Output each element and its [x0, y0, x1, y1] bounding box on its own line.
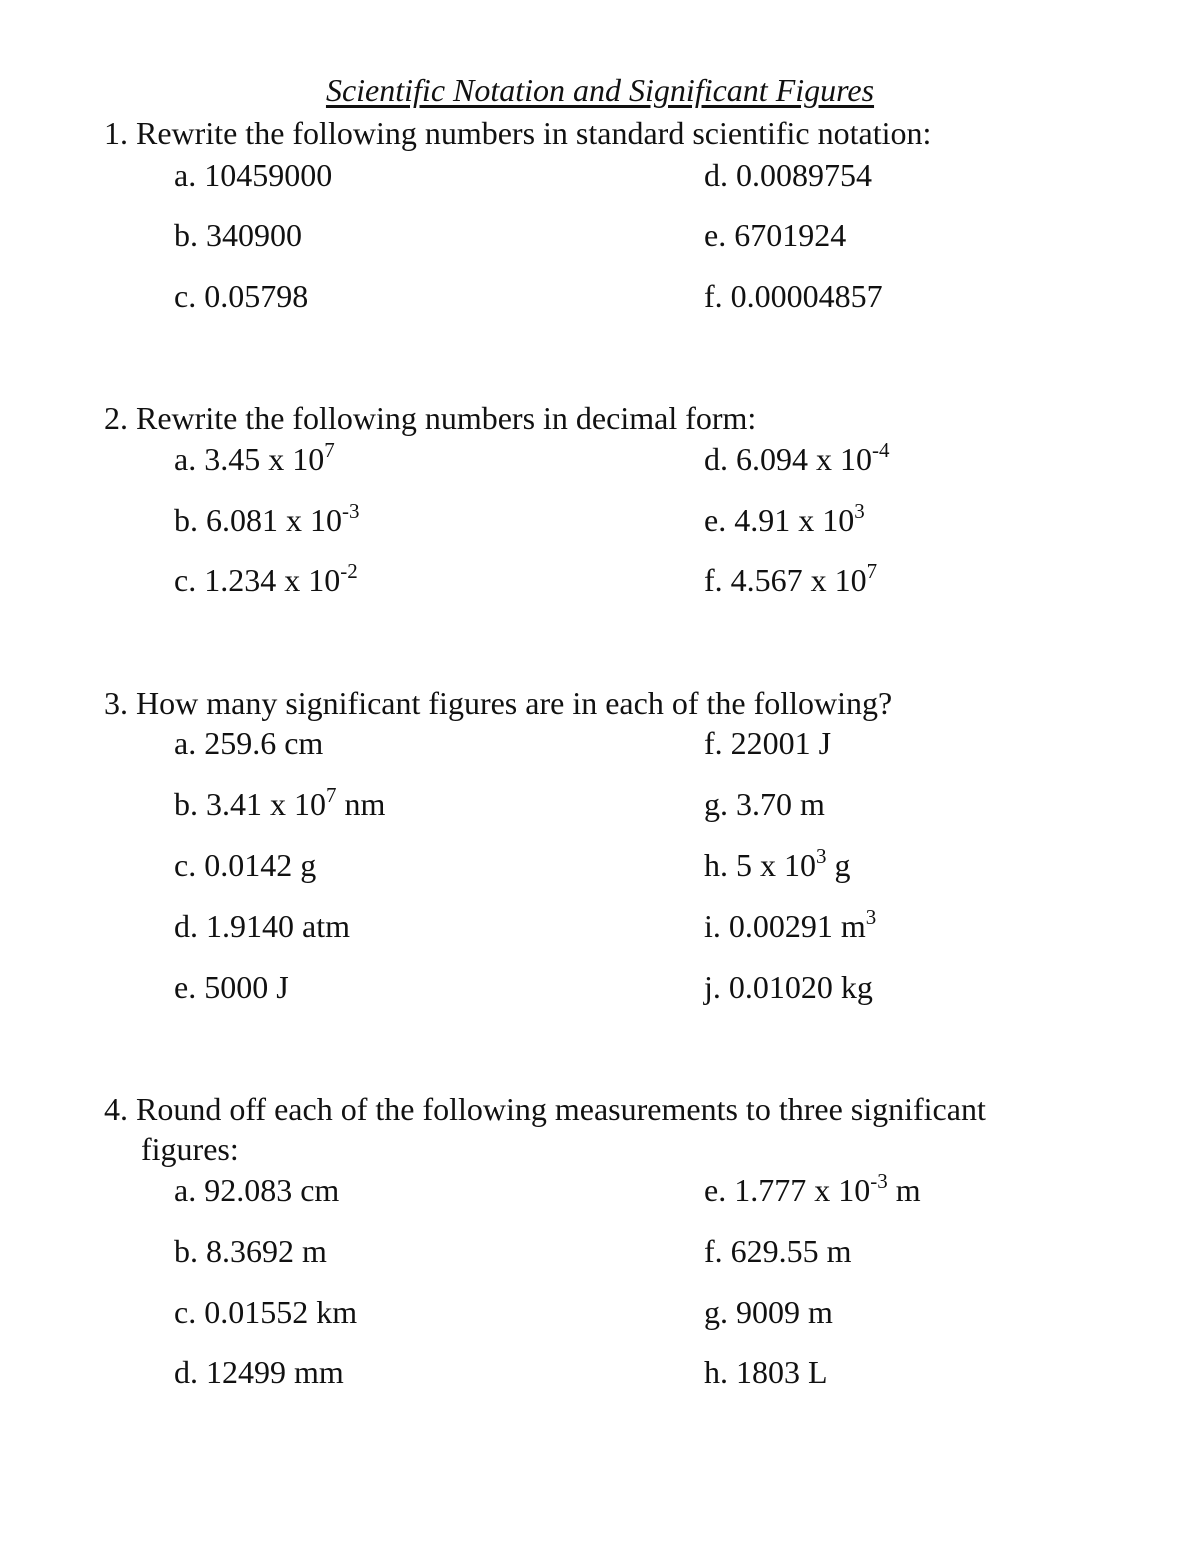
- q3-item-h: h. 5 x $10^3$ g: [704, 844, 851, 883]
- question-3-text: 3. How many significant figures are in each of the following?: [104, 685, 893, 721]
- q4-item-d: d. 12499 mm: [174, 1354, 344, 1390]
- q1-item-a: a. 10459000: [174, 157, 333, 193]
- q4-item-g: g. 9009 m: [704, 1294, 833, 1330]
- q3-item-i: i. 0.00291 $m^3$: [704, 905, 877, 944]
- q2-item-d: d. 6.094 x $10^{-4}$: [704, 438, 890, 477]
- q3-item-c: c. 0.0142 g: [174, 847, 317, 883]
- q3-item-d: d. 1.9140 atm: [174, 908, 350, 944]
- q4-item-h: h. 1803 L: [704, 1354, 828, 1390]
- q1-item-d: d. 0.0089754: [704, 157, 872, 193]
- question-4-line1: 4. Round off each of the following measurements to three significant: [104, 1091, 986, 1127]
- q4-item-e: e. 1.777 x $10^{-3}$ m: [704, 1169, 921, 1208]
- q2-item-a: a. 3.45 x $10^7$: [174, 438, 335, 477]
- q3-item-b: b. 3.41 x $10^7$ nm: [174, 783, 386, 822]
- q3-item-f: f. 22001 J: [704, 725, 832, 761]
- page-title: Scientific Notation and Significant Figures: [325, 72, 875, 108]
- q4-item-f: f. 629.55 m: [704, 1233, 852, 1269]
- question-2-text: 2. Rewrite the following numbers in decimal form:: [104, 400, 757, 436]
- q4-item-a: a. 92.083 cm: [174, 1172, 340, 1208]
- q1-item-e: e. 6701924: [704, 217, 847, 253]
- q3-item-j: j. 0.01020 kg: [704, 969, 873, 1005]
- q1-item-c: c. 0.05798: [174, 278, 309, 314]
- q4-item-c: c. 0.01552 km: [174, 1294, 358, 1330]
- q2-item-c: c. 1.234 x $10^{-2}$: [174, 559, 358, 598]
- q2-item-f: f. 4.567 x $10^7$: [704, 559, 878, 598]
- question-1-text: 1. Rewrite the following numbers in standard scientific notation:: [104, 115, 932, 151]
- q1-item-f: f. 0.00004857: [704, 278, 883, 314]
- q3-item-a: a. 259.6 cm: [174, 725, 324, 761]
- q2-item-e: e. 4.91 x $10^3$: [704, 499, 865, 538]
- q4-item-b: b. 8.3692 m: [174, 1233, 327, 1269]
- question-4-text: [104, 1089, 986, 1169]
- q3-item-g: g. 3.70 m: [704, 786, 825, 822]
- q3-item-e: e. 5000 J: [174, 969, 289, 1005]
- q1-item-b: b. 340900: [174, 217, 302, 253]
- question-4-line2: figures:: [141, 1131, 239, 1167]
- q2-item-b: b. 6.081 x $10^{-3}$: [174, 499, 360, 538]
